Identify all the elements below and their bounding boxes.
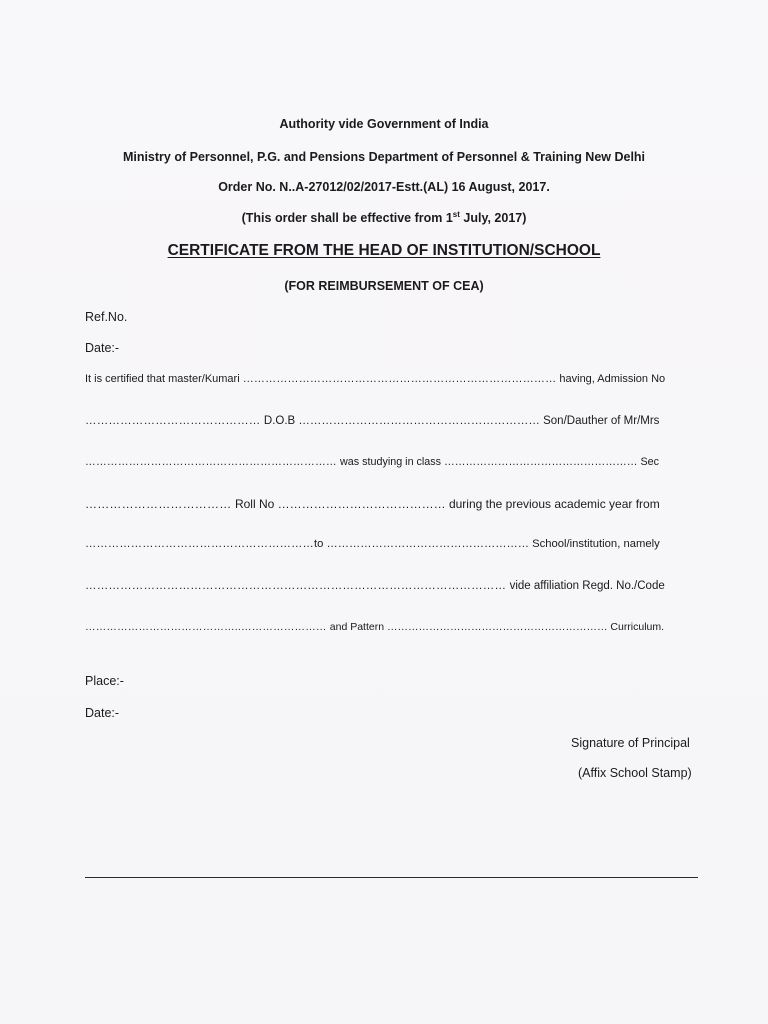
- effective-line: [0, 210, 768, 225]
- body-line-2-b: D.O.B ………………………………………………………: [263, 415, 540, 427]
- body-line-2: [85, 415, 665, 427]
- body-line-4-b: Roll No ……………………………………: [234, 497, 446, 511]
- ref-no-label: Ref.No.: [85, 310, 128, 324]
- order-line: Order No. N..A-27012/02/2017-Estt.(AL) 16 August, 2017.: [218, 180, 550, 194]
- body-line-7-c: Curriculum.: [610, 621, 665, 633]
- body-line-3-b: was studying in class ………………………………………………: [340, 456, 641, 468]
- body-line-4-a: ………………………………: [85, 497, 235, 511]
- effective-suffix: July, 2017): [459, 211, 527, 226]
- body-line-5-c: School/institution, namely: [532, 538, 660, 550]
- ministry-line: Ministry of Personnel, P.G. and Pensions Department of Personnel & Training New Delhi: [122, 150, 646, 164]
- body-line-1-c: having, Admission No: [556, 373, 666, 385]
- body-line-5-b: to ………………………………………………: [314, 538, 533, 550]
- body-line-6-a: ………………………………………………………………………………………………: [85, 580, 510, 592]
- certificate-title: CERTIFICATE FROM THE HEAD OF INSTITUTION/SCHOOL: [167, 242, 601, 259]
- bottom-divider: [85, 877, 698, 878]
- effective-sup: st: [452, 210, 460, 219]
- body-line-1-b: …………………………………………………………………………: [242, 373, 557, 385]
- body-line-4-c: during the previous academic year from: [445, 497, 660, 511]
- body-line-6: [85, 580, 665, 592]
- body-line-1-a: It is certified that master/Kumari: [85, 373, 243, 385]
- body-line-6-b: vide affiliation Regd. No./Code: [509, 580, 665, 592]
- body-line-2-a: ………………………………………: [85, 415, 264, 427]
- body-line-7-b: and Pattern ………………………………………………………: [329, 621, 611, 633]
- stamp-label: (Affix School Stamp): [578, 766, 692, 780]
- effective-prefix: (This order shall be effective from 1: [241, 211, 453, 226]
- body-line-7-a: ……………………………………..……………………: [85, 621, 330, 633]
- place-label: Place:-: [85, 674, 124, 688]
- body-line-2-c: Son/Dauther of Mr/Mrs: [539, 415, 660, 427]
- body-line-3-c: Sec: [640, 456, 660, 468]
- body-line-7: [85, 621, 665, 633]
- date-label-top: Date:-: [85, 341, 120, 355]
- body-line-5: [85, 538, 665, 550]
- body-line-3: [85, 456, 665, 468]
- body-line-4: [85, 497, 665, 511]
- body-line-5-a: ……………………………………………………: [85, 538, 314, 550]
- certificate-subtitle: (FOR REIMBURSEMENT OF CEA): [284, 279, 484, 293]
- authority-line: Authority vide Government of India: [279, 117, 489, 131]
- body-line-3-a: ……………………………………………………………: [85, 456, 341, 468]
- body-line-1: [85, 373, 665, 385]
- date-label-bottom: Date:-: [85, 706, 120, 720]
- signature-label: Signature of Principal: [571, 736, 690, 750]
